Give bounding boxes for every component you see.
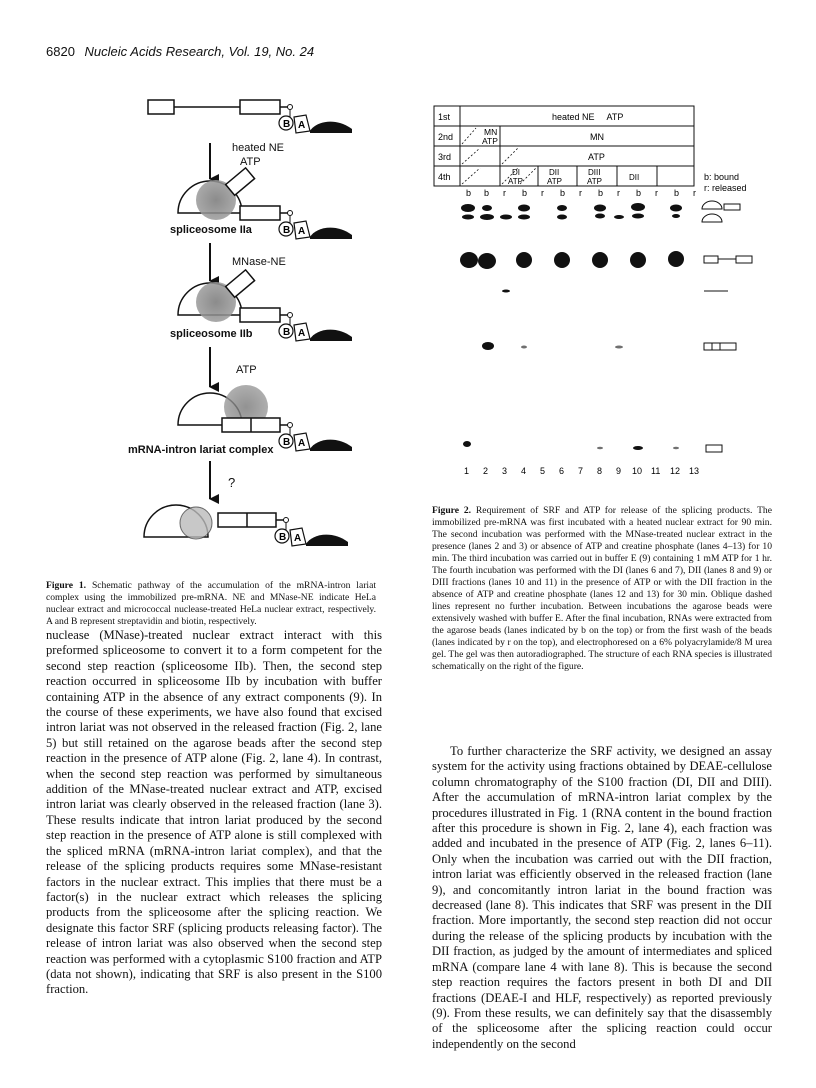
row2-right: MN — [590, 132, 604, 142]
body-paragraph: To further characterize the SRF activity, we designed an assay system for the activity using fractions obtained by DEAE-cellulose column chromatography of the S100 fraction (DI, DII and DIII). After the accumulation of mRNA-intron lariat complex by the procedures illustrated in Fig. 1 (RNA content in the bound fraction after this procedure is shown in Fig. 2, lane 4), each fraction was added and incubated in the presence of ATP (Fig. 2, lanes 6–11). Only when the incubation was carried out with the DII fraction, intron lariat was efficiently observed in the released fraction (lane 9), and concomitantly intron lariat in the bound fraction was decreased (lane 8). This indicates that SRF was present in the DII fraction. More importantly, the second step reaction did not occur during the release of the splicing products by incubation with the DII fraction, as judged by the amount of intermediates and spliced mRNA (compare lane 4 with lane 8). This is because the second step reaction requires the factors present in both DI and DII fractions (DEAE-I and HLF, respectively) as reported previously (9). From these results, we can definitely say that the disassembly of the spliceosome after the splicing reaction could occur independently on the second — [432, 744, 772, 1051]
biotin-letter: B — [283, 327, 291, 338]
biotin-letter: B — [283, 119, 291, 130]
figure-1-caption-text: Schematic pathway of the accumulation of the mRNA-intron lariat complex using the immobilized pre-mRNA. NE and MNase-NE indicate HeLa nuclear extract and micrococcal nuclease-treated HeLa nuclear extract, respectively. A and B represent streptavidin and biotin, respectively. — [46, 580, 376, 627]
pre-mrna-diagram — [148, 100, 352, 133]
gel-bands — [460, 203, 684, 450]
row1-condition: heated NE ATP — [552, 112, 624, 122]
lane-number-10: 10 — [632, 466, 643, 476]
lariat-complex-diagram — [178, 385, 352, 451]
biotin-letter: B — [283, 437, 291, 448]
row4-cell3-line1: DIII — [588, 168, 601, 177]
figure-2-caption — [432, 505, 772, 673]
row4-cell1-line2: ATP — [508, 177, 523, 186]
lane-top-8: b — [598, 188, 604, 198]
lane-top-12: b — [674, 188, 680, 198]
row3-condition: ATP — [588, 152, 605, 162]
lane-top-3: r — [503, 188, 506, 198]
biotin-letter: B — [279, 532, 287, 543]
streptavidin-letter: A — [298, 120, 306, 131]
lane-top-labels — [466, 188, 696, 198]
body-right-column — [432, 744, 772, 1052]
row-label-1st: 1st — [438, 112, 451, 122]
lane-top-9: r — [617, 188, 620, 198]
figure-1-caption-label: Figure 1. — [46, 580, 87, 591]
lane-number-9: 9 — [616, 466, 622, 476]
lane-number-7: 7 — [578, 466, 584, 476]
figure-2-gel — [432, 100, 772, 482]
figure-2-caption-text: Requirement of SRF and ATP for release of the splicing products. The immobilized pre-mRNA was first incubated with a heated nuclear extract for 90 min. The second incubation was performed with the MNase-treated nuclear extract in the presence (lanes 2 and 3) or absence of ATP and creatine phosphate (lanes 4–13) for 10 min. The third incubation was carried out in buffer E (9) containing 1 mM ATP for 1 hr. The fourth incubation was performed with the DI (lanes 6 and 7), DII (lanes 8 and 9) or DIII fractions (lanes 10 and 11) in the presence of ATP or with the DII fraction in the absence of ATP and creatine phosphate (lanes 12 and 13) for 30 min. Oblique dashed lines represent no further incubation. Between incubations the agarose beads were extensively washed with buffer E. After the final incubation, RNAs were extracted from the agarose beads (lanes indicated by b on the top) or from the first wash of the beads (lanes indicated by r on the top), and electrophoresed on a 6% polyacrylamide/8 M urea gel. The gel was then autoradiographed. The structure of each RNA species is illustrated schematically on the right of the figure. — [432, 505, 772, 672]
lane-number-4: 4 — [521, 466, 527, 476]
row2-left-line2: ATP — [482, 136, 498, 146]
lane-top-7: r — [579, 188, 582, 198]
streptavidin-letter: A — [298, 226, 306, 237]
row4-cell4-line1: DII — [629, 173, 640, 182]
lane-number-8: 8 — [597, 466, 603, 476]
streptavidin-letter: A — [298, 328, 306, 339]
body-paragraph: nuclease (MNase)-treated nuclear extract interact with this preformed spliceosome to convert it to a form competent for the second step reaction (spliceosome IIb). Then, the second step reaction occurred in spliceosome IIb by incubation with buffer containing ATP in the absence of any extract components (9). In the course of these experiments, we have also found that excised intron lariat was not observed in the released fraction (Fig. 2, lane 5) but still retained on the agarose beads after the second step reaction in the presence of ATP alone (Fig. 2, lane 4). In contrast, when the second step reaction was performed by simultaneous addition of the MNase-treated nuclear extract and ATP, excised intron lariat was clearly observed in the released fraction (lane 3). These results indicate that intron lariat produced by the second step reaction in the presence of ATP alone is still complexed with the spliced mRNA (mRNA-intron lariat complex), and that the release of the splicing products requires some MNase-resistant factors in the nuclear extract. This implies that there must be a factor(s) in the nuclear extract which releases the splicing products from the spliceosome after the splicing reaction. We designate this factor SRF (splicing products releasing factor). The release of intron lariat was also observed when the second step reaction was performed with a cytoplasmic S100 fraction and ATP (data not shown), indicating that SRF is also present in the S100 fraction. — [46, 628, 382, 997]
figure-1-schematic — [100, 95, 370, 575]
legend-bound: b: bound — [704, 172, 740, 182]
lane-number-13: 13 — [689, 466, 700, 476]
lane-number-5: 5 — [540, 466, 546, 476]
lane-top-11: r — [655, 188, 658, 198]
no-incubation-dashes — [462, 128, 536, 184]
released-products-diagram — [144, 505, 348, 546]
legend-released: r: released — [704, 183, 747, 193]
label-mnase-ne: MNase-NE — [232, 256, 286, 268]
lane-top-2: b — [484, 188, 490, 198]
lane-numbers — [464, 466, 699, 476]
row4-cell3-line2: ATP — [587, 177, 602, 186]
lane-top-5: r — [541, 188, 544, 198]
lane-number-2: 2 — [483, 466, 489, 476]
biotin-letter: B — [283, 225, 291, 236]
running-header — [46, 44, 314, 59]
row-label-2nd: 2nd — [438, 132, 454, 142]
row4-cell2-line2: ATP — [547, 177, 562, 186]
label-question: ? — [228, 475, 236, 490]
label-heated-ne: heated NE — [232, 142, 284, 154]
figure-2-caption-label: Figure 2. — [432, 505, 472, 516]
rna-species-legend — [702, 201, 752, 452]
lane-top-10: b — [636, 188, 642, 198]
lane-top-6: b — [560, 188, 566, 198]
body-left-column — [46, 628, 382, 998]
label-spliceosome-iib: spliceosome IIb — [170, 328, 253, 340]
label-spliceosome-iia: spliceosome IIa — [170, 224, 252, 236]
row-label-3rd: 3rd — [438, 152, 452, 162]
journal-title: Nucleic Acids Research, Vol. 19, No. 24 — [84, 44, 315, 59]
page-number: 6820 — [46, 44, 75, 59]
lane-number-3: 3 — [502, 466, 508, 476]
lane-number-6: 6 — [559, 466, 565, 476]
row-label-4th: 4th — [438, 172, 451, 182]
label-atp-2: ATP — [236, 364, 257, 376]
row4-cell2-line1: DII — [549, 168, 560, 177]
streptavidin-letter: A — [294, 533, 302, 544]
row4-cell1-line1: DI — [512, 168, 520, 177]
streptavidin-letter: A — [298, 438, 306, 449]
label-lariat-complex: mRNA-intron lariat complex — [128, 444, 274, 456]
lane-number-12: 12 — [670, 466, 681, 476]
row2-left-line1: MN — [484, 127, 498, 137]
lane-top-4: b — [522, 188, 528, 198]
lane-number-1: 1 — [464, 466, 470, 476]
lane-top-1: b — [466, 188, 472, 198]
lane-top-13: r — [693, 188, 696, 198]
agarose-bead — [310, 122, 352, 133]
lane-number-11: 11 — [651, 466, 661, 476]
label-atp-1: ATP — [240, 156, 261, 168]
figure-1-caption — [46, 580, 376, 628]
